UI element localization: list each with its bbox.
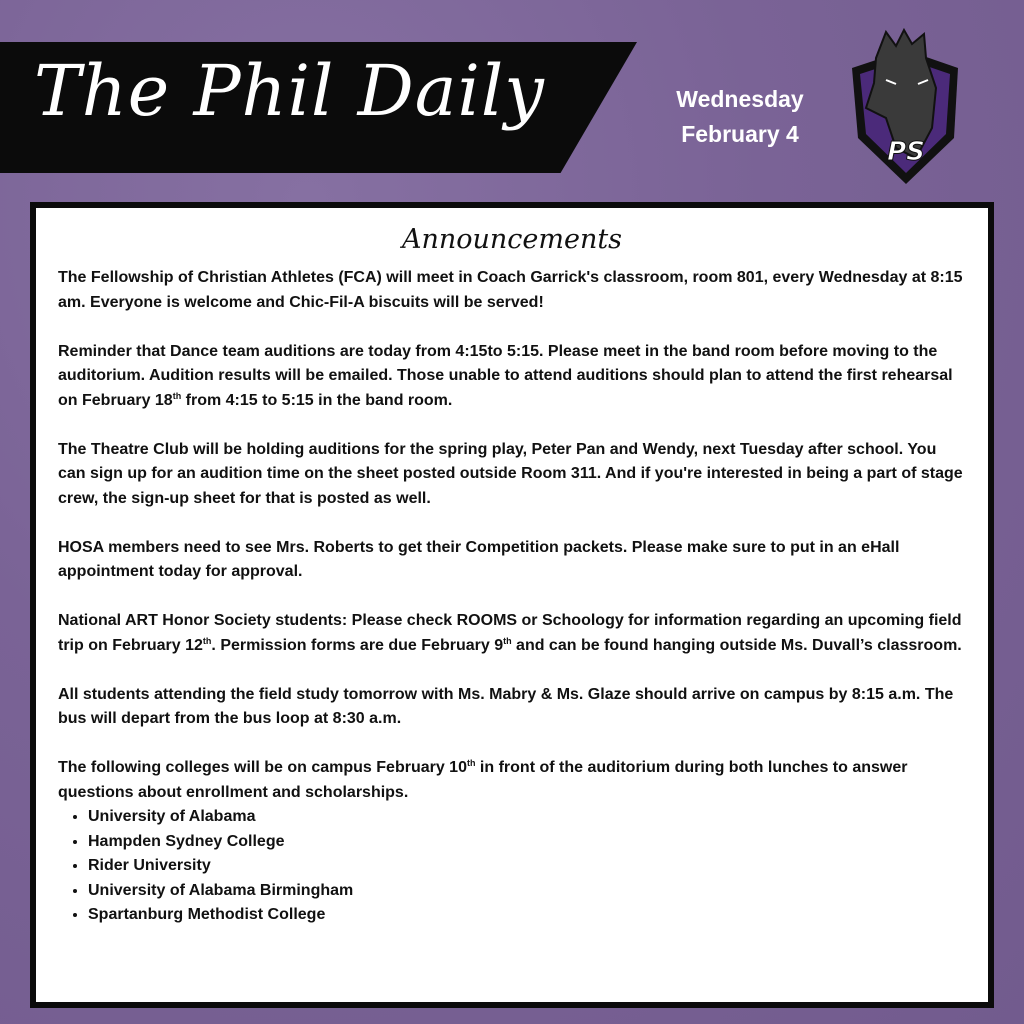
- paragraph-text: in front of the auditorium during both lunches to answer questions about enrollment and scholarships.: [58, 759, 908, 801]
- announcement-paragraph: [58, 536, 968, 585]
- mustang-logo-icon: [846, 28, 964, 188]
- paragraph-text: The Theatre Club will be holding auditions for the spring play, Peter Pan and Wendy, next Tuesday after school. You can sign up for an audition time on the sheet posted outside Room 311. And if you're interested in being a part of stage crew, the sign-up sheet for that is posted as well.: [58, 440, 963, 507]
- announcements-box: [30, 202, 994, 1008]
- college-list-item: • University of Alabama Birmingham: [88, 879, 968, 904]
- ordinal-suffix: th: [202, 635, 212, 646]
- college-list-item: • Spartanburg Methodist College: [88, 903, 968, 928]
- announcements-heading: Announcements: [401, 224, 623, 255]
- announcement-paragraph: [58, 609, 968, 658]
- weekday: Wednesday: [676, 86, 804, 112]
- announcements-body: [58, 266, 968, 928]
- ordinal-suffix: th: [172, 390, 182, 401]
- announcement-paragraph: [58, 683, 968, 732]
- college-list-item: • Rider University: [88, 854, 968, 879]
- paragraph-text: The following colleges will be on campus February 10: [58, 759, 467, 776]
- college-list-item: • University of Alabama: [88, 805, 968, 830]
- paragraph-text: The Fellowship of Christian Athletes (FCA) will meet in Coach Garrick's classroom, room 801, every Wednesday at 8:15 am. Everyone is welcome and Chic-Fil-A biscuits will be served!: [58, 269, 963, 311]
- page-title: The Phil Daily: [34, 50, 545, 132]
- ordinal-suffix: th: [503, 635, 512, 646]
- college-list: [58, 805, 968, 928]
- date: February 4: [681, 121, 799, 147]
- paragraph-text: and can be found hanging outside Ms. Duvall’s classroom.: [511, 636, 962, 654]
- announcement-paragraph: [58, 438, 968, 512]
- paragraph-text: . Permission forms are due February 9: [211, 636, 504, 654]
- paragraph-text: HOSA members need to see Mrs. Roberts to get their Competition packets. Please make sure to put in an eHall appointment today for approval.: [58, 538, 900, 580]
- announcement-paragraph: [58, 266, 968, 315]
- college-list-item: • Hampden Sydney College: [88, 830, 968, 855]
- announcement-paragraph: [58, 340, 968, 414]
- ordinal-suffix: th: [466, 758, 476, 768]
- paragraph-text: All students attending the field study tomorrow with Ms. Mabry & Ms. Glaze should arrive on campus by 8:15 a.m. The bus will depart from the bus loop at 8:30 a.m.: [58, 685, 954, 727]
- logo-text: PS: [887, 137, 925, 167]
- date-block: [640, 82, 840, 152]
- paragraph-text: from 4:15 to 5:15 in the band room.: [181, 391, 453, 409]
- paragraph-text: Reminder that Dance team auditions are today from 4:15to 5:15. Please meet in the band room before moving to the auditorium. Audition results will be emailed. Those unable to attend auditions should plan to attend the first rehearsal on February 18: [58, 342, 953, 409]
- announcement-paragraph: [58, 756, 968, 805]
- paragraph-text: National ART Honor Society students: Please check ROOMS or Schoology for information regarding an upcoming field trip on February 12: [58, 612, 962, 654]
